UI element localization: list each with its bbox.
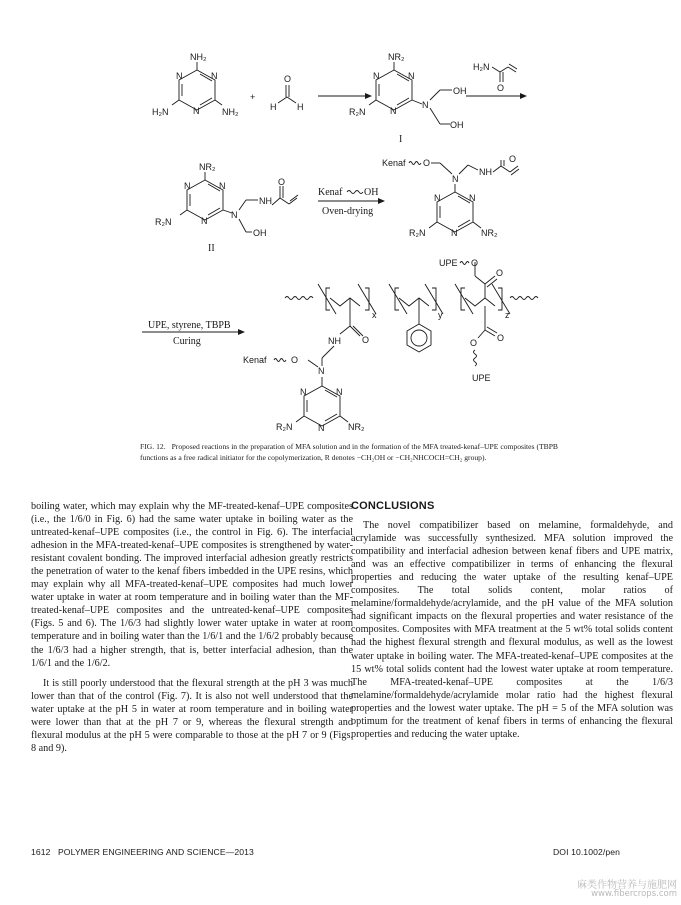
- compound-label-ii: II: [208, 243, 215, 254]
- plus-sign: +: [250, 92, 256, 102]
- oh-label: OH: [450, 120, 464, 130]
- reagent-kenaf: Kenaf: [318, 187, 343, 198]
- formaldehyde-h: H: [297, 102, 304, 112]
- oh-label: OH: [453, 86, 467, 96]
- product-ii-structure: [155, 162, 298, 254]
- amine-n: N: [452, 174, 459, 184]
- melamine-right-nh2: NH₂: [222, 107, 239, 117]
- ring-n: N: [336, 387, 343, 397]
- figure-label: FIG. 12.: [140, 442, 166, 451]
- kenaf-label: Kenaf: [382, 158, 406, 168]
- kenaf-label: Kenaf: [243, 355, 267, 365]
- compound-label-i: I: [399, 134, 403, 145]
- page-footer-journal: 1612 POLYMER ENGINEERING AND SCIENCE—2013: [31, 847, 254, 857]
- right-column: [351, 500, 673, 741]
- ring-n: N: [184, 181, 191, 191]
- conclusions-paragraph: The novel compatibilizer based on melamine, formaldehyde, and acrylamide was successfully synthesized. MFA solution improved the compatibility and interfacial adhesion between kenaf fibers and UPE matrix, and was an effective compatibilizer in terms of enhancing the flexural properties and reducing the water uptake of the resulting kenaf–UPE composites. The total solids content, molar ratios of melamine/formaldehyde/acrylamide, and the pH value of the MFA solution had significant impacts on the flexural properties and water resistance of the composites. Composites with MFA treatment at the 5 wt% total solids content had the highest flexural strength and flexural modulus, as well as the lowest water uptake in boiling water. The MFA-treated-kenaf–UPE composites at the 15 wt% total solids content had the lowest water uptake at room temperature. The MFA-treated-kenaf–UPE composites at the 1/6/3 melamine/formaldehyde/acrylamide molar ratio had the highest flexural properties and the lowest water uptake. The pH = 5 of the MFA solution was optimum for the treatment of kenaf fibers in terms of enhancing the flexural properties and reducing the water uptake.: [351, 520, 673, 740]
- figure-caption: [140, 442, 558, 463]
- kenaf-grafted-structure: [382, 154, 519, 238]
- figure-caption-text: Proposed reactions in the preparation of MFA solution and in the formation of the MFA treated-kenaf–UPE composites (TBPB functions as a free radical initiator for the copolymerization, R denotes −CH₂OH or −CH₂NHCOCH=CH₂ group).: [140, 442, 558, 462]
- left-column: [31, 500, 353, 755]
- reaction-scheme: [0, 0, 681, 440]
- ring-n: N: [300, 387, 307, 397]
- nh-label: NH: [259, 196, 272, 206]
- ring-n: N: [408, 71, 415, 81]
- ring-n: N: [451, 228, 458, 238]
- repeat-x: x: [372, 310, 377, 320]
- nr2-label: NR₂: [481, 228, 498, 238]
- ring-n: N: [318, 423, 325, 433]
- left-paragraph-1: boiling water, which may explain why the MF-treated-kenaf–UPE composites (i.e., the 1/6/0 in Fig. 6) had the same water uptake in boiling water as the untreated-kenaf–UPE composites (i.e., the control in Fig. 6). The interfacial adhesion in the MFA-treated-kenaf–UPE composites is strengthened by water-resistant covalent bonding. The improved interfacial adhesion greatly restricts the penetration of water to the kenaf fibers imbedded in the UPE resins, which may explain why all MFA-treated-kenaf–UPE composites had much lower water uptake in water at room temperature and in boiling water than the MF-treated-kenaf–UPE composites and the untreated-kenaf–UPE composites (Figs. 5 and 6). The 1/6/3 had slightly lower water uptake in water at room temperature and in boiling water than the 1/6/1 and the 1/6/2 probably because the 1/6/3 had a higher strength, that is, better interfacial adhesion, than the 1/6/1 and the 1/6/2.: [31, 501, 353, 669]
- watermark-chinese: 麻类作物营养与施肥网: [577, 880, 677, 891]
- ester-o: O: [470, 338, 478, 348]
- amine-n: N: [231, 210, 238, 220]
- upe-label-bottom: UPE: [472, 373, 491, 383]
- condition-oven-drying: Oven-drying: [322, 206, 374, 217]
- section-heading-conclusions: CONCLUSIONS: [351, 500, 435, 512]
- ring-n: N: [211, 71, 218, 81]
- r2n-label: R₂N: [155, 217, 172, 227]
- r2n-label: R₂N: [349, 107, 366, 117]
- upe-label-top: UPE: [439, 258, 458, 268]
- page-footer-doi: DOI 10.1002/pen: [553, 847, 620, 857]
- repeat-z: z: [505, 310, 510, 320]
- formaldehyde-structure: [270, 74, 304, 112]
- amine-n: N: [422, 100, 429, 110]
- condition-curing: Curing: [173, 336, 201, 347]
- acrylamide-nh2: H₂N: [473, 62, 490, 72]
- ring-n: N: [176, 71, 183, 81]
- crosslinked-network-structure: [243, 258, 538, 433]
- melamine-structure: [152, 52, 239, 117]
- ether-o: O: [291, 355, 299, 365]
- carbonyl-o: O: [362, 335, 370, 345]
- ring-n: N: [219, 181, 226, 191]
- ester-o: O: [471, 258, 479, 268]
- ring-n: N: [201, 216, 208, 226]
- oh-label: OH: [253, 228, 267, 238]
- condition-upe-styrene-tbpb: UPE, styrene, TBPB: [148, 320, 231, 331]
- ether-o: O: [423, 158, 431, 168]
- carbonyl-o: O: [497, 333, 505, 343]
- nr2-label: NR₂: [388, 52, 405, 62]
- ring-n: N: [390, 106, 397, 116]
- r2n-label: R₂N: [276, 422, 293, 432]
- watermark-url: www.fibercrops.com: [591, 889, 677, 899]
- carbonyl-o: O: [509, 154, 517, 164]
- r2n-label: R₂N: [409, 228, 426, 238]
- ring-n: N: [373, 71, 380, 81]
- left-paragraph-2: It is still poorly understood that the flexural strength at the pH 3 was much lower than that of the control (Fig. 7). It is also not well understood that the water uptake at the pH 5 in water at room temperature and in boiling water were lower than that at the pH 7 or 9, whereas the flexural strength and flexural modulus at the pH 5 were comparable to those at the pH 7 or 9 (Figs. 8 and 9).: [31, 677, 353, 754]
- formaldehyde-h: H: [270, 102, 277, 112]
- acrylamide-o: O: [497, 83, 505, 93]
- nh-label: NH: [328, 336, 341, 346]
- melamine-left-h2n: H₂N: [152, 107, 169, 117]
- melamine-top-nh2: NH₂: [190, 52, 207, 62]
- nh-label: NH: [479, 167, 492, 177]
- carbonyl-o: O: [278, 177, 286, 187]
- carbonyl-o: O: [496, 268, 504, 278]
- ring-n: N: [193, 106, 200, 116]
- amine-n: N: [318, 366, 325, 376]
- ring-n: N: [469, 193, 476, 203]
- repeat-y: y: [438, 310, 443, 320]
- product-i-structure: [349, 52, 467, 145]
- nr2-label: NR₂: [348, 422, 365, 432]
- acrylamide-structure: [473, 62, 517, 93]
- reagent-oh: OH: [364, 187, 379, 198]
- nr2-label: NR₂: [199, 162, 216, 172]
- ring-n: N: [434, 193, 441, 203]
- formaldehyde-o: O: [284, 74, 292, 84]
